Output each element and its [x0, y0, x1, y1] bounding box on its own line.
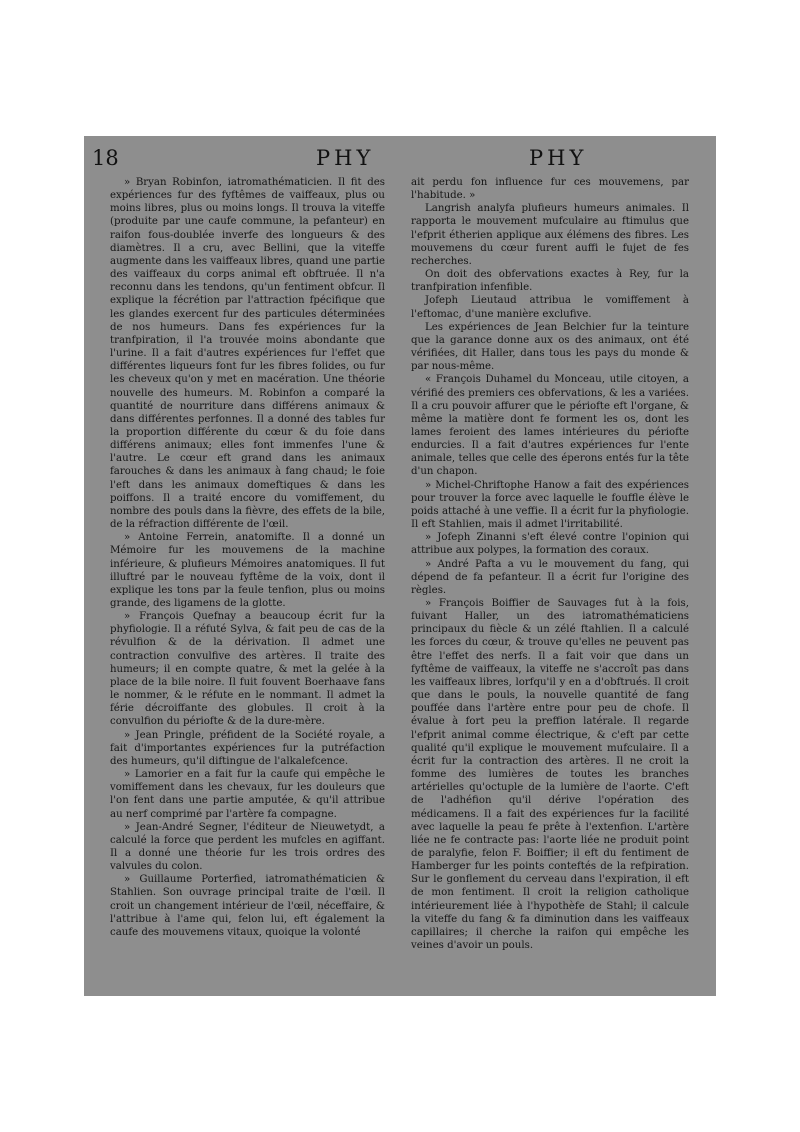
running-head-right: PHY [529, 146, 588, 170]
paragraph: » Guillaume Porterfied, iatromathématicien & Stahlien. Son ouvrage principal traite de l'œil. Il croit un changement intérieur de l'œil, néceffaire, & l'attribue à l'ame qui, felon lui, eft également la caufe des mouvemens vitaux, quoique la volonté [110, 874, 385, 938]
paragraph: » Jean-André Segner, l'éditeur de Nieuwetydt, a calculé la force que perdent les mufcles en agiffant. Il a donné une théorie fur les trois ordres des valvules du colon. [110, 821, 385, 873]
paragraph: On doit des obfervations exactes à Rey, fur la tranfpiration infenfible. [411, 269, 689, 294]
paragraph: Les expériences de Jean Belchier fur la teinture que la garance donne aux os des animaux, ont été vérifiées, dit Haller, dans tous les pays du monde & par nous-même. [411, 321, 689, 373]
paragraph: » Jean Pringle, préfident de la Société royale, a fait d'importantes expériences fur la putréfaction des humeurs, qu'il diftingue de l'alkalefcence. [110, 729, 385, 767]
paragraph: » Lamorier en a fait fur la caufe qui empêche le vomiffement dans les chevaux, fur les douleurs que l'on fent dans une partie amputée, & qu'il attribue au nerf comprimé par l'artère fa compagne. [110, 769, 385, 820]
paragraph: Langrish analyfa plufieurs humeurs animales. Il rapporta le mouvement mufculaire au ftimulus que l'efprit étherien applique aux élémens des fibres. Les mouvemens du cœur furent auffi le fujet de fes recherches. [411, 203, 689, 267]
running-head-left: PHY [316, 146, 375, 170]
page-header [84, 136, 716, 176]
paragraph: » François Quefnay a beaucoup écrit fur la phyfiologie. Il a réfuté Sylva, & fait peu de cas de la révulfion & de la dérivation. Il admet une contraction convulfive des artères. Il traite des humeurs; il en compte quatre, & met la gelée à la place de la bile noire. Il fuit fouvent Boerhaave fans le nommer, & le réfute en le nommant. Il admet la férie décroiffante des globules. Il croit à la convulfion du périofte & de la dure-mère. [110, 611, 385, 728]
paragraph: Jofeph Lieutaud attribua le vomiffement à l'eftomac, d'une manière exclufive. [411, 295, 689, 320]
paragraph: « François Duhamel du Monceau, utile citoyen, a vérifié des premiers ces obfervations, & les a variées. Il a cru pouvoir affurer que le périofte eft l'organe, & même la matière dont fe forment les os, dont les lames feroient des lames intérieures du périofte endurcies. Il a fait d'autres expériences fur l'ente animale, telles que celle des éperons entés fur la tête d'un chapon. [411, 374, 689, 478]
paragraph: » Jofeph Zinanni s'eft élevé contre l'opinion qui attribue aux polypes, la formation des coraux. [411, 532, 689, 557]
paragraph: ait perdu fon influence fur ces mouvemens, par l'habitude. » [411, 177, 689, 202]
left-column [110, 176, 385, 988]
scanned-page [84, 136, 716, 996]
paragraph: » André Pafta a vu le mouvement du fang, qui dépend de fa pefanteur. Il a écrit fur l'origine des règles. [411, 558, 689, 596]
paragraph: » Bryan Robinfon, iatromathématicien. Il fit des expériences fur des fyftêmes de vaiffeaux, plus ou moins libres, plus ou moins longs. Il trouva la viteffe (produite par une caufe commune, la pefanteur) en raifon fous-doublée inverfe des longueurs & des diamètres. Il a cru, avec Bellini, que la viteffe augmente dans les vaiffeaux libres, quand une partie des vaiffeaux du corps animal eft obftruée. Il n'a reconnu dans les tendons, qu'un fentiment obfcur. Il explique la fécrétion par l'attraction fpécifique que les glandes exercent fur des particules déterminées de nos humeurs. Dans fes expériences fur la tranfpiration, il l'a trouvée moins abondante que l'urine. Il a fait d'autres expériences fur l'effet que différentes liqueurs font fur les fibres folides, ou fur les cheveux qu'on y met en macération. Une théorie nouvelle des humeurs. M. Robinfon a comparé la quantité de nourriture dans différens animaux & dans différentes perfonnes. Il a donné des tables fur la proportion différente du cœur & du foie dans différens animaux; elles font immenfes l'une & l'autre. Le cœur eft grand dans les animaux farouches & dans les animaux à fang chaud; le foie l'eft dans les animaux domeftiques & dans les poiffons. Il a traité encore du vomiffement, du nombre des pouls dans la fièvre, des effets de la bile, de la réfraction différente de l'œil. [110, 177, 385, 531]
paragraph: » François Boiffier de Sauvages fut à la fois, fuivant Haller, un des iatromathématiciens principaux du fiècle & un zélé ftahlien. Il a calculé les forces du cœur, & trouve qu'elles ne peuvent pas être l'effet des nerfs. Il a fait voir que dans un fyftême de vaiffeaux, la viteffe ne s'accroît pas dans les vaiffeaux libres, lorfqu'il y en a d'obftrués. Il croit que dans le pouls, la nouvelle quantité de fang pouffée dans l'artère entre pour peu de chofe. Il évalue à fort peu la preffion latérale. Il regarde l'efprit animal comme électrique, & c'eft par cette qualité qu'il explique le mouvement mufculaire. Il a écrit fur la contraction des artères. Il ne croit la fomme des lumières de toutes les branches artérielles qu'octuple de la lumière de l'aorte. C'eft de l'adhéfion qu'il dérive l'opération des médicamens. Il a fait des expériences fur la facilité avec laquelle la peau fe prête à l'extenfion. L'artère liée ne fe contracte pas: l'aorte liée ne produit point de paralyfie, felon F. Boiffier; il eft du fentiment de Hamberger fur les points conteftés de la refpiration. Sur le gonflement du cerveau dans l'expiration, il eft de mon fentiment. Il croit la religion catholique intérieurement liée à l'hypothèfe de Stahl; il calcule la viteffe du fang & fa diminution dans les vaiffeaux capillaires; il cherche la raifon qui empêche les veines d'avoir un pouls. [411, 598, 689, 952]
paragraph: » Michel-Chriftophe Hanow a fait des expériences pour trouver la force avec laquelle le fouffle élève le poids attaché à une veffie. Il a écrit fur la phyfiologie. Il eft Stahlien, mais il admet l'irritabilité. [411, 479, 689, 531]
page-number: 18 [92, 146, 119, 170]
paragraph: » Antoine Ferrein, anatomifte. Il a donné un Mémoire fur les mouvemens de la machine inférieure, & plufieurs Mémoires anatomiques. Il fut illuftré par le nouveau fyftême de la voix, dont il explique les tons par la feule tenfion, plus ou moins grande, des ligamens de la glotte. [110, 532, 385, 609]
right-column [411, 176, 689, 988]
